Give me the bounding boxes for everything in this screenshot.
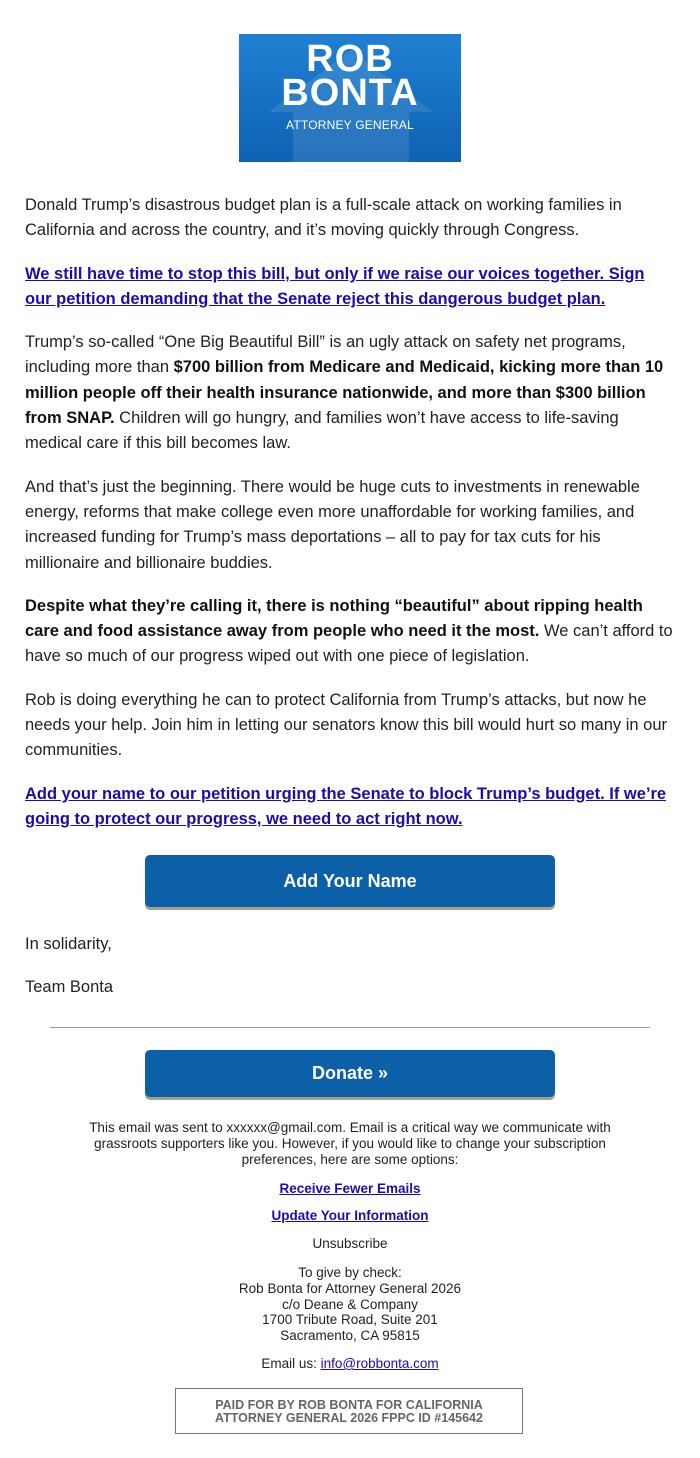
mailing-address	[70, 1265, 630, 1344]
fewer-emails-row	[70, 1181, 630, 1197]
paragraph-beautiful	[25, 594, 675, 670]
add-your-name-button[interactable]: Add Your Name	[145, 855, 555, 907]
address-line: Sacramento, CA 95815	[280, 1328, 420, 1344]
address-line: Rob Bonta for Attorney General 2026	[238, 1280, 462, 1296]
rob-bonta-logo	[239, 34, 461, 162]
update-info-row	[70, 1208, 630, 1224]
logo-name-first: ROB	[306, 38, 394, 80]
petition-link-paragraph-2	[25, 782, 675, 833]
email-us-row	[70, 1356, 630, 1372]
paragraph-cuts	[25, 330, 675, 456]
donate-button[interactable]: Donate »	[145, 1050, 555, 1097]
paid-for-disclaimer	[175, 1388, 523, 1434]
petition-link-2[interactable]: Add your name to our petition urging the Senate to block Trump’s budget. If we’re going to protect our progress, we need to act right now.	[25, 784, 667, 828]
signoff-signature: Team Bonta	[25, 978, 114, 996]
petition-link-1[interactable]: We still have time to stop this bill, but only if we raise our voices together. Sign our petition demanding that the Senate reject this dangerous budget plan.	[25, 264, 645, 308]
receive-fewer-emails-link[interactable]: Receive Fewer Emails	[279, 1181, 421, 1196]
message-content	[25, 193, 675, 850]
paid-for-line-1: PAID FOR BY ROB BONTA FOR CALIFORNIA	[215, 1398, 483, 1412]
check-intro: To give by check:	[298, 1265, 402, 1280]
paragraph-beginning: And that’s just the beginning. There would be huge cuts to investments in renewable energy, reforms that make college even more unaffordable for working families, and increased funding for Trump’s mass deportations – all to pay for tax cuts for his millionaire and billionaire buddies.	[25, 477, 640, 572]
unsubscribe-row	[70, 1236, 630, 1252]
paragraph-cuts-start: Trump’s so-called “One Big Beautiful Bill” is an ugly attack on safety net programs, including more than	[25, 333, 626, 377]
footer-divider	[50, 1027, 650, 1028]
paragraph-cuts-end: Children will go hungry, and families won’t have access to life-saving medical care if this bill becomes law.	[25, 409, 619, 453]
update-information-link[interactable]: Update Your Information	[271, 1208, 429, 1223]
paragraph-help: Rob is doing everything he can to protect California from Trump’s attacks, but now he needs your help. Join him in letting our senators know this bill would hurt so many in our communities.	[25, 690, 668, 760]
address-line: c/o Deane & Company	[282, 1296, 418, 1312]
petition-link-paragraph	[25, 262, 675, 313]
paid-for-line-2: ATTORNEY GENERAL 2026 FPPC ID #145642	[215, 1411, 483, 1425]
logo-title: ATTORNEY GENERAL	[286, 118, 414, 132]
unsubscribe-link[interactable]: Unsubscribe	[312, 1236, 388, 1251]
paragraph-cuts-bold: $700 billion from Medicare and Medicaid, kicking more than 10 million people off their health insurance nationwide, and more than $300 billion from SNAP.	[25, 358, 664, 428]
address-line: 1700 Tribute Road, Suite 201	[262, 1312, 438, 1328]
paragraph-beautiful-end: We can’t afford to have so much of our progress wiped out with one piece of legislation.	[25, 622, 673, 666]
footer-notice: This email was sent to xxxxxx@gmail.com. Email is a critical way we communicate with grassroots supporters like you. However, if you would like to change your subscription preferences, here are some options:	[89, 1120, 611, 1167]
signoff-closing: In solidarity,	[25, 935, 112, 953]
contact-email-link[interactable]: info@robbonta.com	[320, 1356, 439, 1371]
email-footer	[70, 1120, 630, 1371]
paragraph-intro: Donald Trump’s disastrous budget plan is a full-scale attack on working families in California and across the country, and it’s moving quickly through Congress.	[25, 196, 622, 240]
paragraph-beautiful-bold: Despite what they’re calling it, there is nothing “beautiful” about ripping health care and food assistance away from people who need it the most.	[25, 596, 643, 641]
logo-name-last: BONTA	[281, 72, 419, 114]
email-us-label: Email us:	[261, 1356, 321, 1371]
